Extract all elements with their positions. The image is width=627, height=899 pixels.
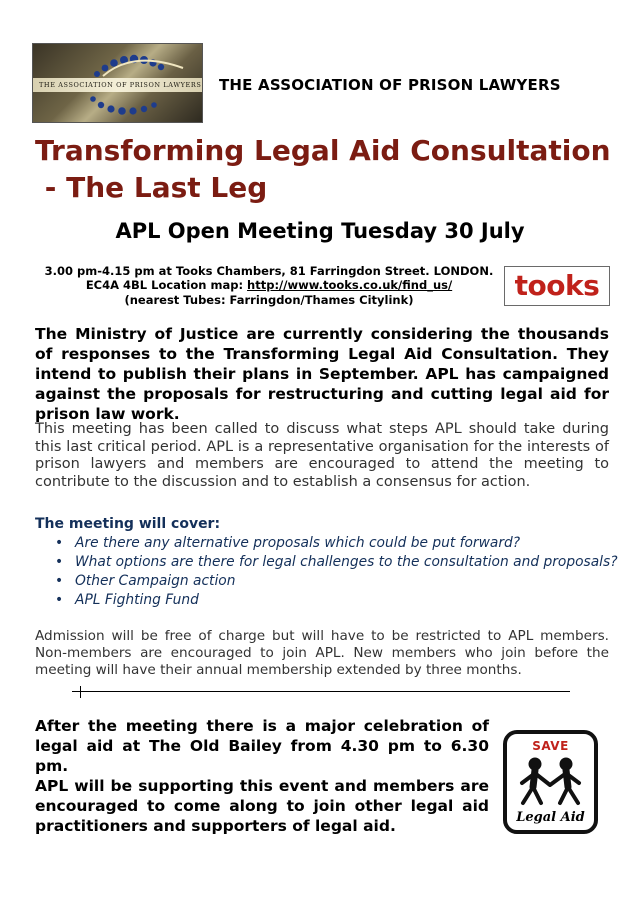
organisation-name: THE ASSOCIATION OF PRISON LAWYERS	[219, 76, 561, 94]
agenda-item: • Are there any alternative proposals which could be put forward?	[55, 534, 618, 553]
badge-label: Legal Aid	[516, 810, 585, 825]
intro-paragraph: The Ministry of Justice are currently considering the thousands of responses to the Transforming Legal Aid Consultation. They intend to publish their plans in September. APL has campaigned against the proposals for restructuring and cutting legal aid for prison law work.	[35, 325, 609, 423]
agenda-item: • APL Fighting Fund	[55, 591, 618, 610]
logo-text: THE ASSOCIATION OF PRISON LAWYERS	[39, 81, 202, 89]
save-legal-aid-badge	[503, 730, 598, 834]
support-paragraph: APL will be supporting this event and members are encouraged to come along to join other legal aid practitioners and supporters of legal aid.	[35, 777, 489, 835]
figures-holding-hands-icon	[517, 755, 584, 807]
page-title-line-1: Transforming Legal Aid Consultation	[35, 134, 611, 167]
page-title-line-2: - The Last Leg	[35, 171, 268, 204]
purpose-paragraph: This meeting has been called to discuss what steps APL should take during this last critical period. APL is a representative organisation for the interests of prison lawyers and members are encouraged to attend the meeting to contribute to the discussion and to establish a consensus for action.	[35, 421, 609, 490]
divider	[72, 691, 570, 692]
venue-address-prefix: EC4A 4BL Location map:	[85, 278, 248, 292]
celebration-paragraph: After the meeting there is a major celebration of legal aid at The Old Bailey from 4.30 pm to 6.30 pm.	[35, 717, 489, 775]
apl-logo	[32, 43, 203, 123]
agenda-list	[55, 534, 618, 610]
badge-save-text: SAVE	[532, 739, 569, 753]
tooks-logo: tooks	[504, 266, 610, 306]
agenda-item: • What options are there for legal challenges to the consultation and proposals?	[55, 553, 618, 572]
meeting-heading: APL Open Meeting Tuesday 30 July	[115, 219, 525, 243]
agenda-item: • Other Campaign action	[55, 572, 618, 591]
agenda-heading: The meeting will cover:	[35, 516, 221, 532]
venue-address-line	[0, 278, 538, 292]
admission-paragraph: Admission will be free of charge but will have to be restricted to APL members. Non-members are encouraged to join APL. New members who join before the meeting will have their annual membership extended by three months.	[35, 628, 609, 678]
location-map-link[interactable]: http://www.tooks.co.uk/find_us/	[247, 278, 453, 292]
venue-time-line: 3.00 pm-4.15 pm at Tooks Chambers, 81 Farringdon Street. LONDON.	[44, 264, 494, 278]
venue-tubes-line: (nearest Tubes: Farringdon/Thames Citylink)	[124, 293, 414, 307]
